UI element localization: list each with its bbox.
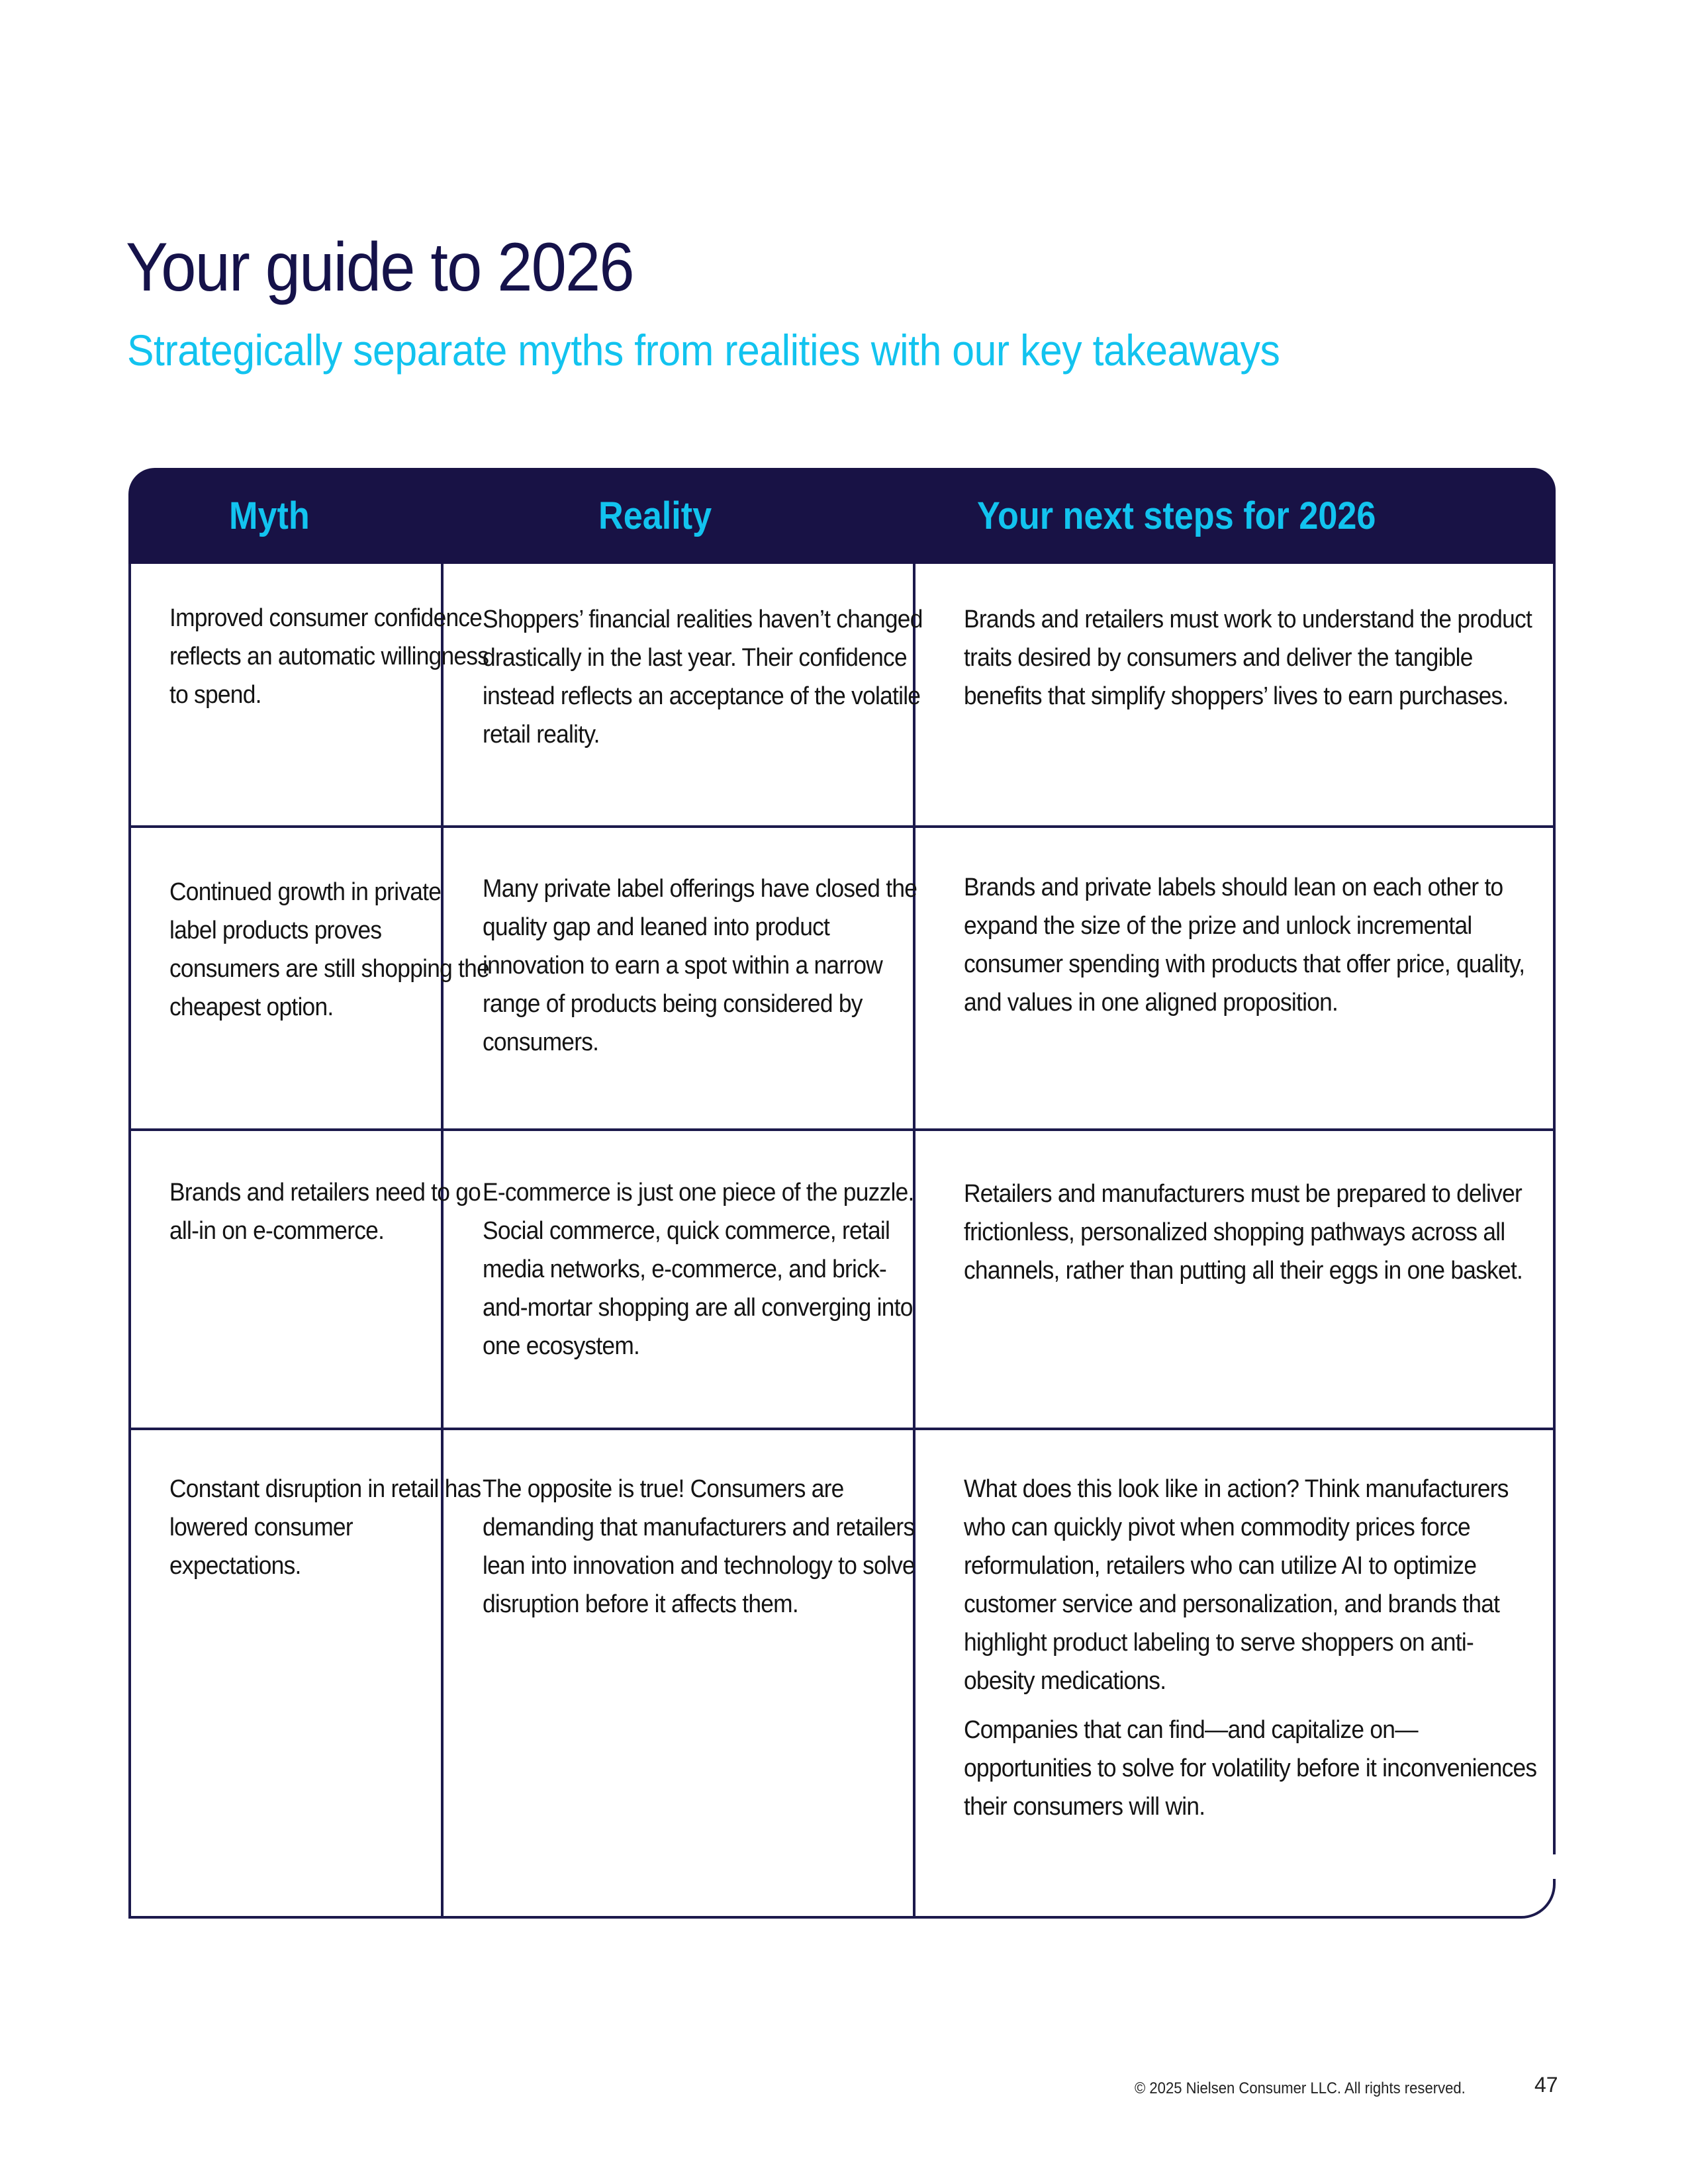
- table-border-right: [1553, 564, 1556, 1854]
- row-divider: [128, 1128, 1556, 1131]
- next-steps-paragraph: What does this look like in action? Think manufacturers who can quickly pivot when commodity prices force reformulation, retailers who can utilize AI to optimize customer service and personalization, and brands that highlight product labeling to serve shoppers on anti-obesity medications.: [964, 1475, 1509, 1695]
- next-steps-paragraph: Brands and private labels should lean on each other to expand the size of the prize and unlock incremental consumer spending with products that offer price, quality, and values in one aligned proposition.: [964, 874, 1525, 1017]
- column-header-next-steps: Your next steps for 2026: [977, 494, 1376, 537]
- page-title: Your guide to 2026: [126, 229, 633, 306]
- table-cell-next-steps: [964, 868, 1542, 1022]
- next-steps-paragraph: Retailers and manufacturers must be prepared to deliver frictionless, personalized shopping pathways across all channels, rather than putting all their eggs in one basket.: [964, 1180, 1523, 1285]
- table-cell-next-steps: [964, 1470, 1542, 1826]
- table-border-bottom: [128, 1916, 1519, 1919]
- table-corner: [1516, 1879, 1556, 1919]
- page-number: 47: [1534, 2073, 1558, 2097]
- next-steps-paragraph: Companies that can find—and capitalize on—opportunities to solve for volatility before it inconveniences their consumers will win.: [964, 1716, 1537, 1821]
- table-cell-myth: Improved consumer confidence reflects an automatic willingness to spend.: [169, 604, 489, 709]
- table-cell-next-steps: [964, 1175, 1542, 1290]
- next-steps-paragraph: Brands and retailers must work to understand the product traits desired by consumers and deliver the tangible benefits that simplify shoppers’ lives to earn purchases.: [964, 606, 1532, 710]
- table-cell-reality: Many private label offerings have closed the quality gap and leaned into product innovation to earn a spot within a narrow range of products being considered by consumers.: [483, 875, 917, 1056]
- table-border-left: [128, 564, 131, 1919]
- table-header: [128, 468, 1556, 564]
- table-cell-myth: Continued growth in private label products proves consumers are still shopping the cheapest option.: [169, 878, 490, 1021]
- table-cell-myth: Constant disruption in retail has lowered consumer expectations.: [169, 1475, 481, 1580]
- row-divider: [128, 825, 1556, 828]
- column-header-myth: Myth: [229, 494, 310, 537]
- myth-reality-table: [128, 468, 1556, 1919]
- column-header-reality: Reality: [598, 494, 712, 537]
- table-cell-myth: Brands and retailers need to go all-in on e-commerce.: [169, 1179, 481, 1245]
- table-cell-reality: Shoppers’ financial realities haven’t changed drastically in the last year. Their confidence instead reflects an acceptance of the volatile retail reality.: [483, 606, 923, 749]
- table-cell-reality: E-commerce is just one piece of the puzzle. Social commerce, quick commerce, retail media networks, e-commerce, and brick-and-mortar shopping are all converging into one ecosystem.: [483, 1179, 914, 1360]
- page-subtitle: Strategically separate myths from realities with our key takeaways: [127, 326, 1280, 375]
- table-cell-reality: The opposite is true! Consumers are demanding that manufacturers and retailers lean into innovation and technology to solve disruption before it affects them.: [483, 1475, 915, 1618]
- row-divider: [128, 1428, 1556, 1430]
- copyright-notice: © 2025 Nielsen Consumer LLC. All rights reserved.: [1135, 2079, 1466, 2097]
- table-cell-next-steps: [964, 600, 1542, 715]
